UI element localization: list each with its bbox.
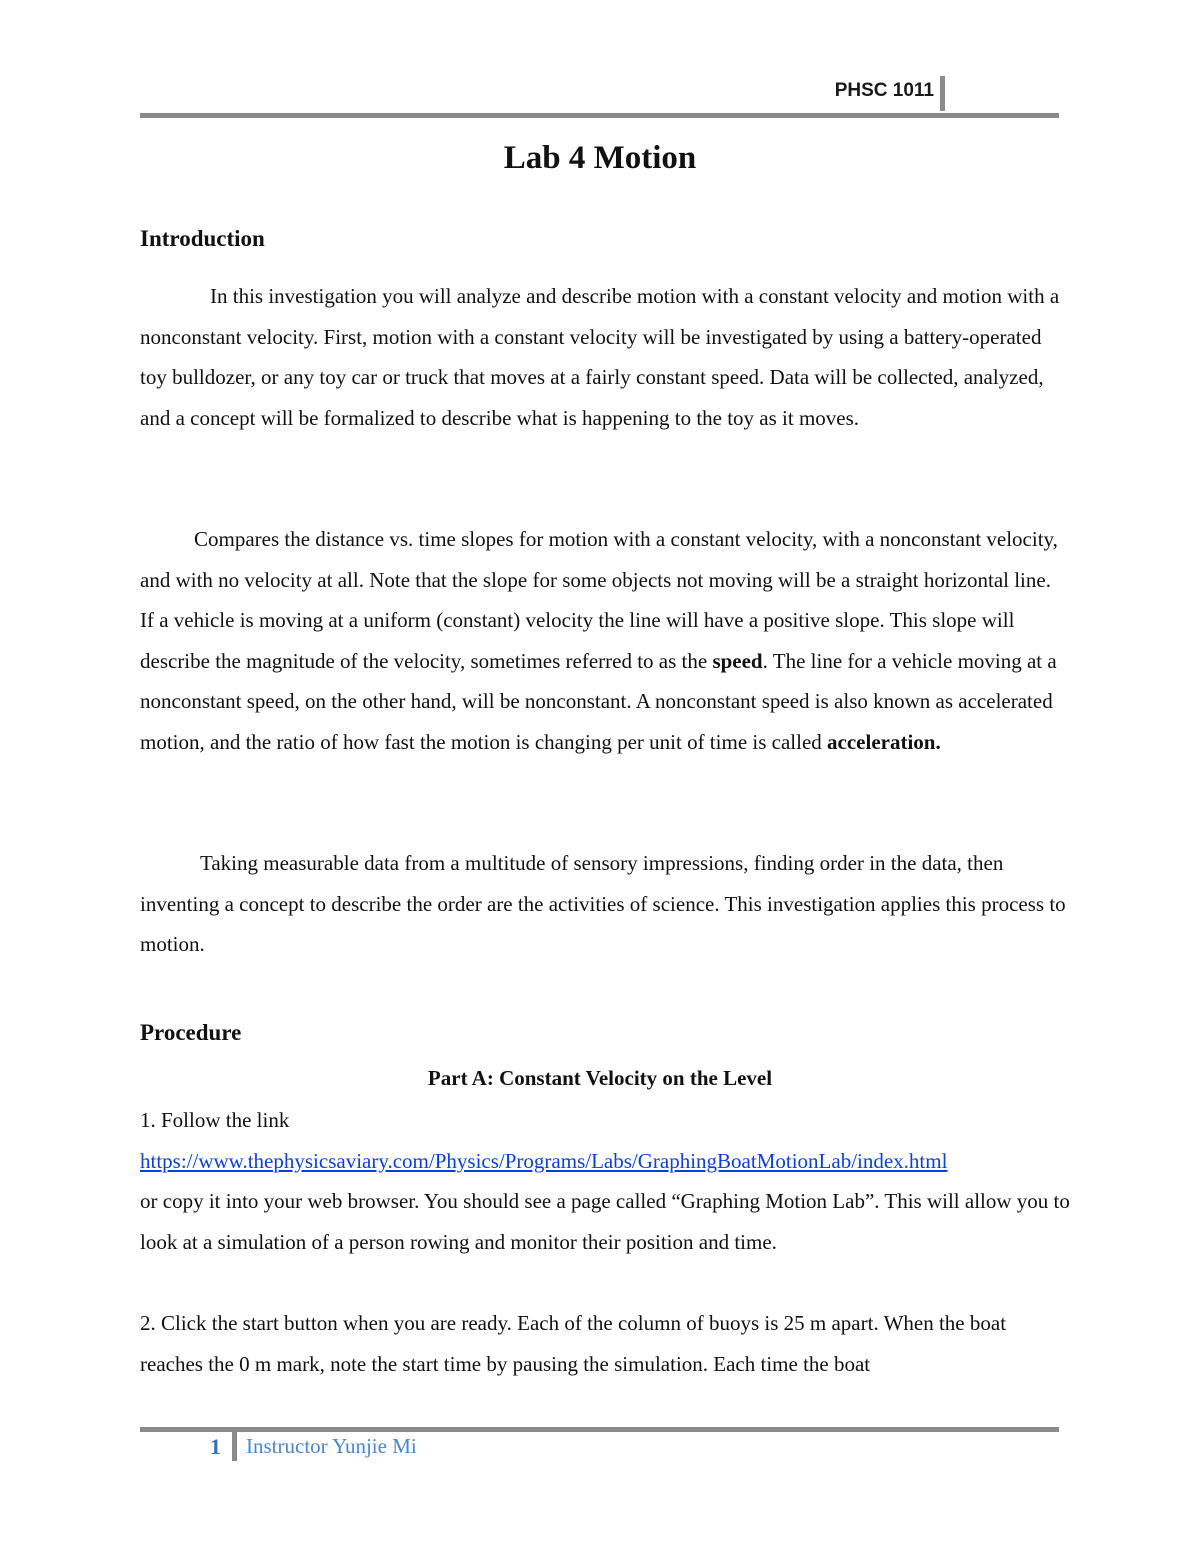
footer-rule [140, 1427, 1059, 1432]
course-code: PHSC 1011 [834, 80, 934, 101]
term-speed: speed [712, 648, 763, 673]
footer-divider [232, 1430, 237, 1461]
procedure-step-2: 2. Click the start button when you are ready. Each of the column of buoys is 25 m apart. When the boat reaches the 0 m mark, note the start time by pausing the simulation. Each time the boat [140, 1311, 1007, 1376]
introduction-paragraph-2 [140, 519, 1070, 762]
introduction-paragraph-1: In this investigation you will analyze and describe motion with a constant velocity and motion with a nonconstant velocity. First, motion with a constant velocity will be investigated by using a battery-operated toy bulldozer, or any toy car or truck that moves at a fairly constant speed. Data will be collected, analyzed, and a concept will be formalized to describe what is happening to the toy as it moves. [140, 284, 1060, 430]
step-1-text: 1. Follow the link [140, 1108, 290, 1132]
simulation-link[interactable]: https://www.thephysicsaviary.com/Physics/Programs/Labs/GraphingBoatMotionLab/index.html [140, 1148, 948, 1173]
header-divider [940, 76, 945, 111]
introduction-paragraph-3: Taking measurable data from a multitude of sensory impressions, finding order in the data, then inventing a concept to describe the order are the activities of science. This investigation applies this process to motion. [140, 851, 1066, 956]
page-number: 1 [210, 1434, 221, 1459]
procedure-step-1 [140, 1100, 1070, 1262]
header-rule [140, 113, 1059, 118]
paragraph-text: . The line for a vehicle moving at a nonconstant speed, on the other hand, will be nonconstant. A nonconstant speed is also known as accelerated motion, and the ratio of how fast the motion is changing per unit of time is called [140, 648, 1057, 754]
term-acceleration: acceleration. [827, 729, 941, 754]
footer-instructor: Instructor Yunjie Mi [246, 1434, 417, 1458]
step-1-continuation: or copy it into your web browser. You should see a page called “Graphing Motion Lab”. This will allow you to look at a simulation of a person rowing and monitor their position and time. [140, 1189, 1070, 1254]
part-a-heading: Part A: Constant Velocity on the Level [427, 1066, 773, 1090]
introduction-heading: Introduction [140, 226, 265, 251]
paragraph-text: Compares the distance vs. time slopes for motion with a constant velocity, with a nonconstant velocity, and with no velocity at all. Note that the slope for some objects not moving will be a straight horizontal line. If a vehicle is moving at a uniform (constant) velocity the line will have a positive slope. This slope will describe the magnitude of the velocity, sometimes referred to as the [140, 527, 1058, 673]
procedure-heading: Procedure [140, 1020, 242, 1045]
page-title: Lab 4 Motion [503, 140, 697, 176]
